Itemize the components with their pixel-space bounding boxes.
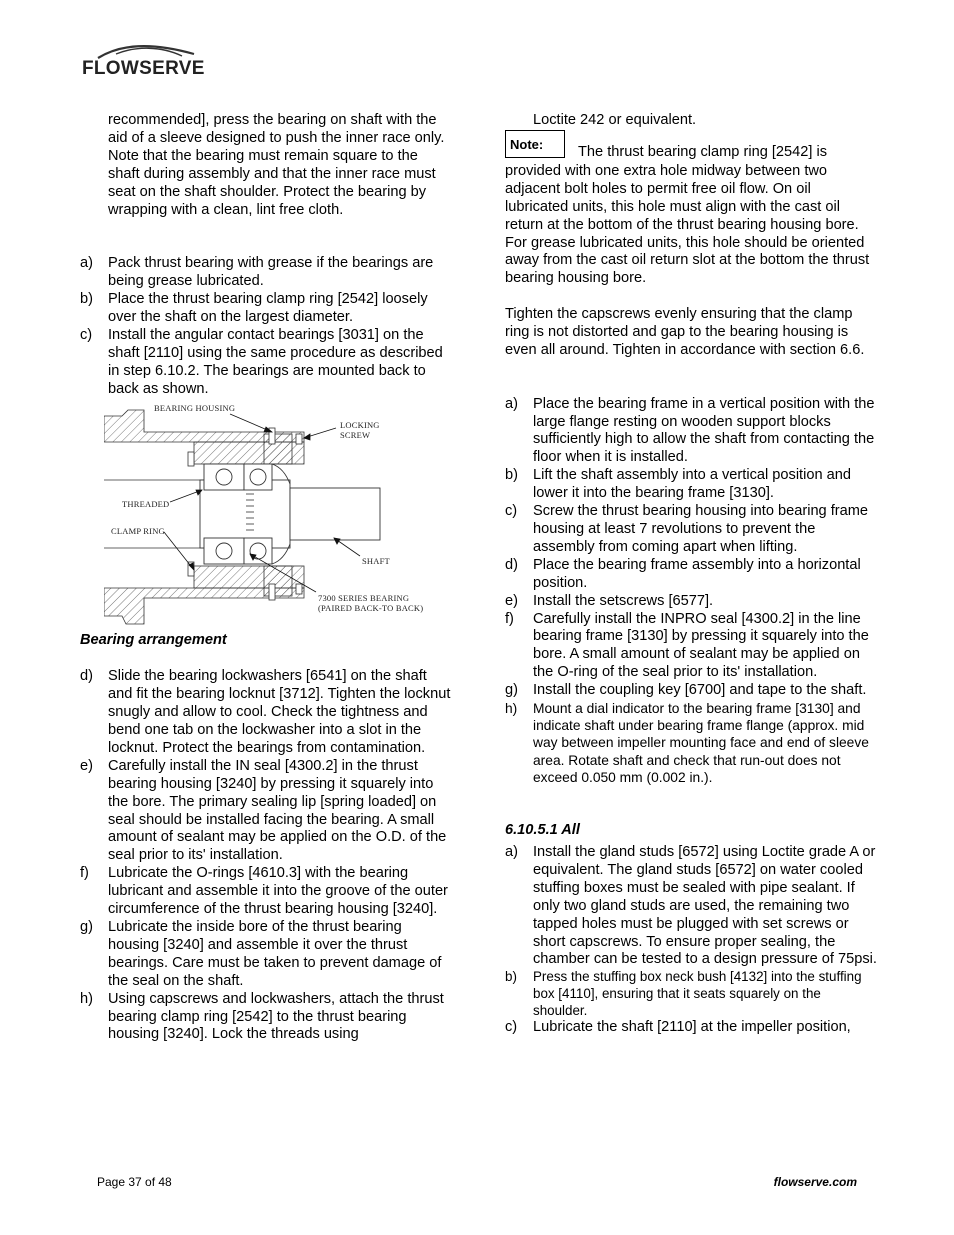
item-label: e) [505,592,518,609]
page-number: Page 37 of 48 [97,1175,172,1189]
flowserve-logo [82,44,205,84]
item-label: b) [505,969,517,985]
item-label: a) [80,255,93,272]
item-label: f) [505,610,514,627]
item-text: Lubricate the shaft [2110] at the impeller position, [533,1019,851,1036]
list-item [80,758,452,865]
right-list-2 [505,844,877,1037]
item-label: e) [80,757,93,774]
left-list-1 [80,255,452,398]
item-text: Install the setscrews [6577]. [533,592,714,609]
item-label: g) [505,682,518,699]
item-label: d) [505,556,518,573]
list-item [505,557,877,593]
list-item [80,255,452,291]
label-clamp-ring: CLAMP RING [111,526,165,537]
list-item [505,1019,877,1037]
bearing-arrangement-figure [104,403,464,626]
item-text: Install the angular contact bearings [3031] on the shaft [2110] using the same procedure as described in step 6.10.2. The bearings are mounted back to back as shown. [108,326,443,397]
label-bearing-housing: BEARING HOUSING [154,403,236,414]
figure-caption: Bearing arrangement [80,632,227,649]
continuation-text: Loctite 242 or equivalent. [533,112,697,128]
item-text: Carefully install the IN seal [4300.2] in the thrust bearing housing [3240] by pressing it squarely into the bore. The primary sealing lip [spring loaded] on seal should be installed facing the bearing. A small amount of sealant may be applied on the O.D. of the seal prior to its' installation. [108,757,447,864]
item-label: g) [80,918,93,935]
item-text: Place the thrust bearing clamp ring [2542] loosely over the shaft on the largest diameter. [108,291,428,325]
list-item [80,991,452,1045]
item-text: Place the bearing frame in a vertical position with the large flange resting on wooden support blocks sufficiently high to allow the shaft from contacting the floor when it is installed. [533,395,875,466]
list-item [505,503,877,557]
item-label: b) [80,291,93,308]
item-label: c) [505,1019,518,1036]
left-column [80,112,452,1044]
label-shaft: SHAFT [362,556,390,567]
label-7300-series-bearing: 7300 SERIES BEARING (PAIRED BACK-TO BACK) [318,593,424,614]
list-item [505,844,877,969]
list-item [505,396,877,468]
item-text: Install the gland studs [6572] using Loctite grade A or equivalent. The gland studs [6572] on water cooled stuffing boxes must be sealed with pipe sealant. If only two gland studs are used, the remaining two tapped holes must be plugged with set screws or short capscrews. To ensure proper sealing, the chamber can be tested to a design pressure of 75psi. [533,843,877,968]
list-item [80,865,452,919]
right-column [505,112,877,1037]
list-item [80,291,452,327]
item-label: c) [505,503,518,520]
section-heading: 6.10.5.1 All [505,822,580,839]
item-label: h) [505,701,518,717]
item-text: Install the coupling key [6700] and tape to the shaft. [533,682,867,699]
item-label: f) [80,865,89,882]
item-label: b) [505,467,518,484]
website-link[interactable]: flowserve.com [773,1175,857,1189]
list-item [80,327,452,399]
list-item [505,467,877,503]
item-label: d) [80,668,93,685]
item-text: Mount a dial indicator to the bearing frame [3130] and indicate shaft under bearing frame flange (approx. mid way between impeller mounting face and end of sleeve area. Rotate shaft and check that run-out does not exceed 0.050 mm (0.002 in.). [533,701,869,785]
list-item [80,668,452,758]
item-label: a) [505,395,518,412]
right-list-1 [505,396,877,786]
label-locking-screw: LOCKING SCREW [340,420,380,441]
note-first-line: The thrust bearing clamp ring [2542] is [578,143,828,160]
item-text: Carefully install the INPRO seal [4300.2] in the line bearing frame [3130] by pressing it squarely into the bore. A small amount of sealant may be applied on the O-ring of the seal prior to its' installation. [533,610,869,681]
item-text: Slide the bearing lockwashers [6541] on the shaft and fit the bearing locknut [3712]. Tighten the locknut snugly and allow to cool. Check the tightness and bend one tab on the lockwasher into a slot in the locknut. Protect the bearings from contamination. [108,668,451,756]
list-item [80,919,452,991]
item-text: Screw the thrust bearing housing into bearing frame housing at least 7 revolutions to prevent the assembly from coming apart when lifting. [533,503,869,555]
note-label: Note: [505,130,565,158]
item-text: Lubricate the O-rings [4610.3] with the bearing lubricant and assemble it into the groove of the outer circumference of the thrust bearing housing [3240]. [108,865,448,918]
list-item [505,969,877,1019]
item-text: Place the bearing frame assembly into a horizontal position. [533,556,861,591]
item-label: h) [80,990,93,1007]
list-item [505,682,877,700]
list-item [505,593,877,611]
item-label: a) [505,843,518,860]
item-text: Pack thrust bearing with grease if the bearings are being grease lubricated. [108,255,434,290]
note-body: provided with one extra hole midway between two adjacent bolt holes to permit free oil flow. On oil lubricated units, this hole must align with the cast oil return at the bottom of the thrust bearing housing bore. For grease lubricated units, this hole should be oriented away from the cast oil return slot at the bottom the thrust bearing housing bore. [505,162,870,287]
item-text: Lift the shaft assembly into a vertical position and lower it into the bearing frame [3130]. [533,467,851,502]
label-threaded: THREADED [122,499,170,510]
item-text: Lubricate the inside bore of the thrust bearing housing [3240] and assemble it over the thrust bearings. Care must be taken to prevent damage of the seal on the shaft. [108,918,442,989]
intro-paragraph: recommended], press the bearing on shaft with the aid of a sleeve designed to push the inner race only. Note that the bearing must remain square to the shaft during assembly and that the inner race must seat on the shaft shoulder. Protect the bearing by wrapping with a clean, lint free cloth. [108,112,445,218]
item-text: Using capscrews and lockwashers, attach the thrust bearing clamp ring [2542] to the thrust bearing housing [3240]. Lock the threads using [108,990,444,1043]
item-text: Press the stuffing box neck bush [4132] into the stuffing box [4110], ensuring that it seats squarely on the shoulder. [533,969,862,1018]
item-label: c) [80,326,93,343]
list-item [505,700,877,786]
left-list-2 [80,668,452,1044]
tighten-paragraph: Tighten the capscrews evenly ensuring that the clamp ring is not distorted and gap to the bearing housing is even all around. Tighten in accordance with section 6.6. [505,306,865,358]
logo-text: FLOWSERVE [82,58,205,79]
note-line [505,130,877,160]
list-item [505,611,877,683]
